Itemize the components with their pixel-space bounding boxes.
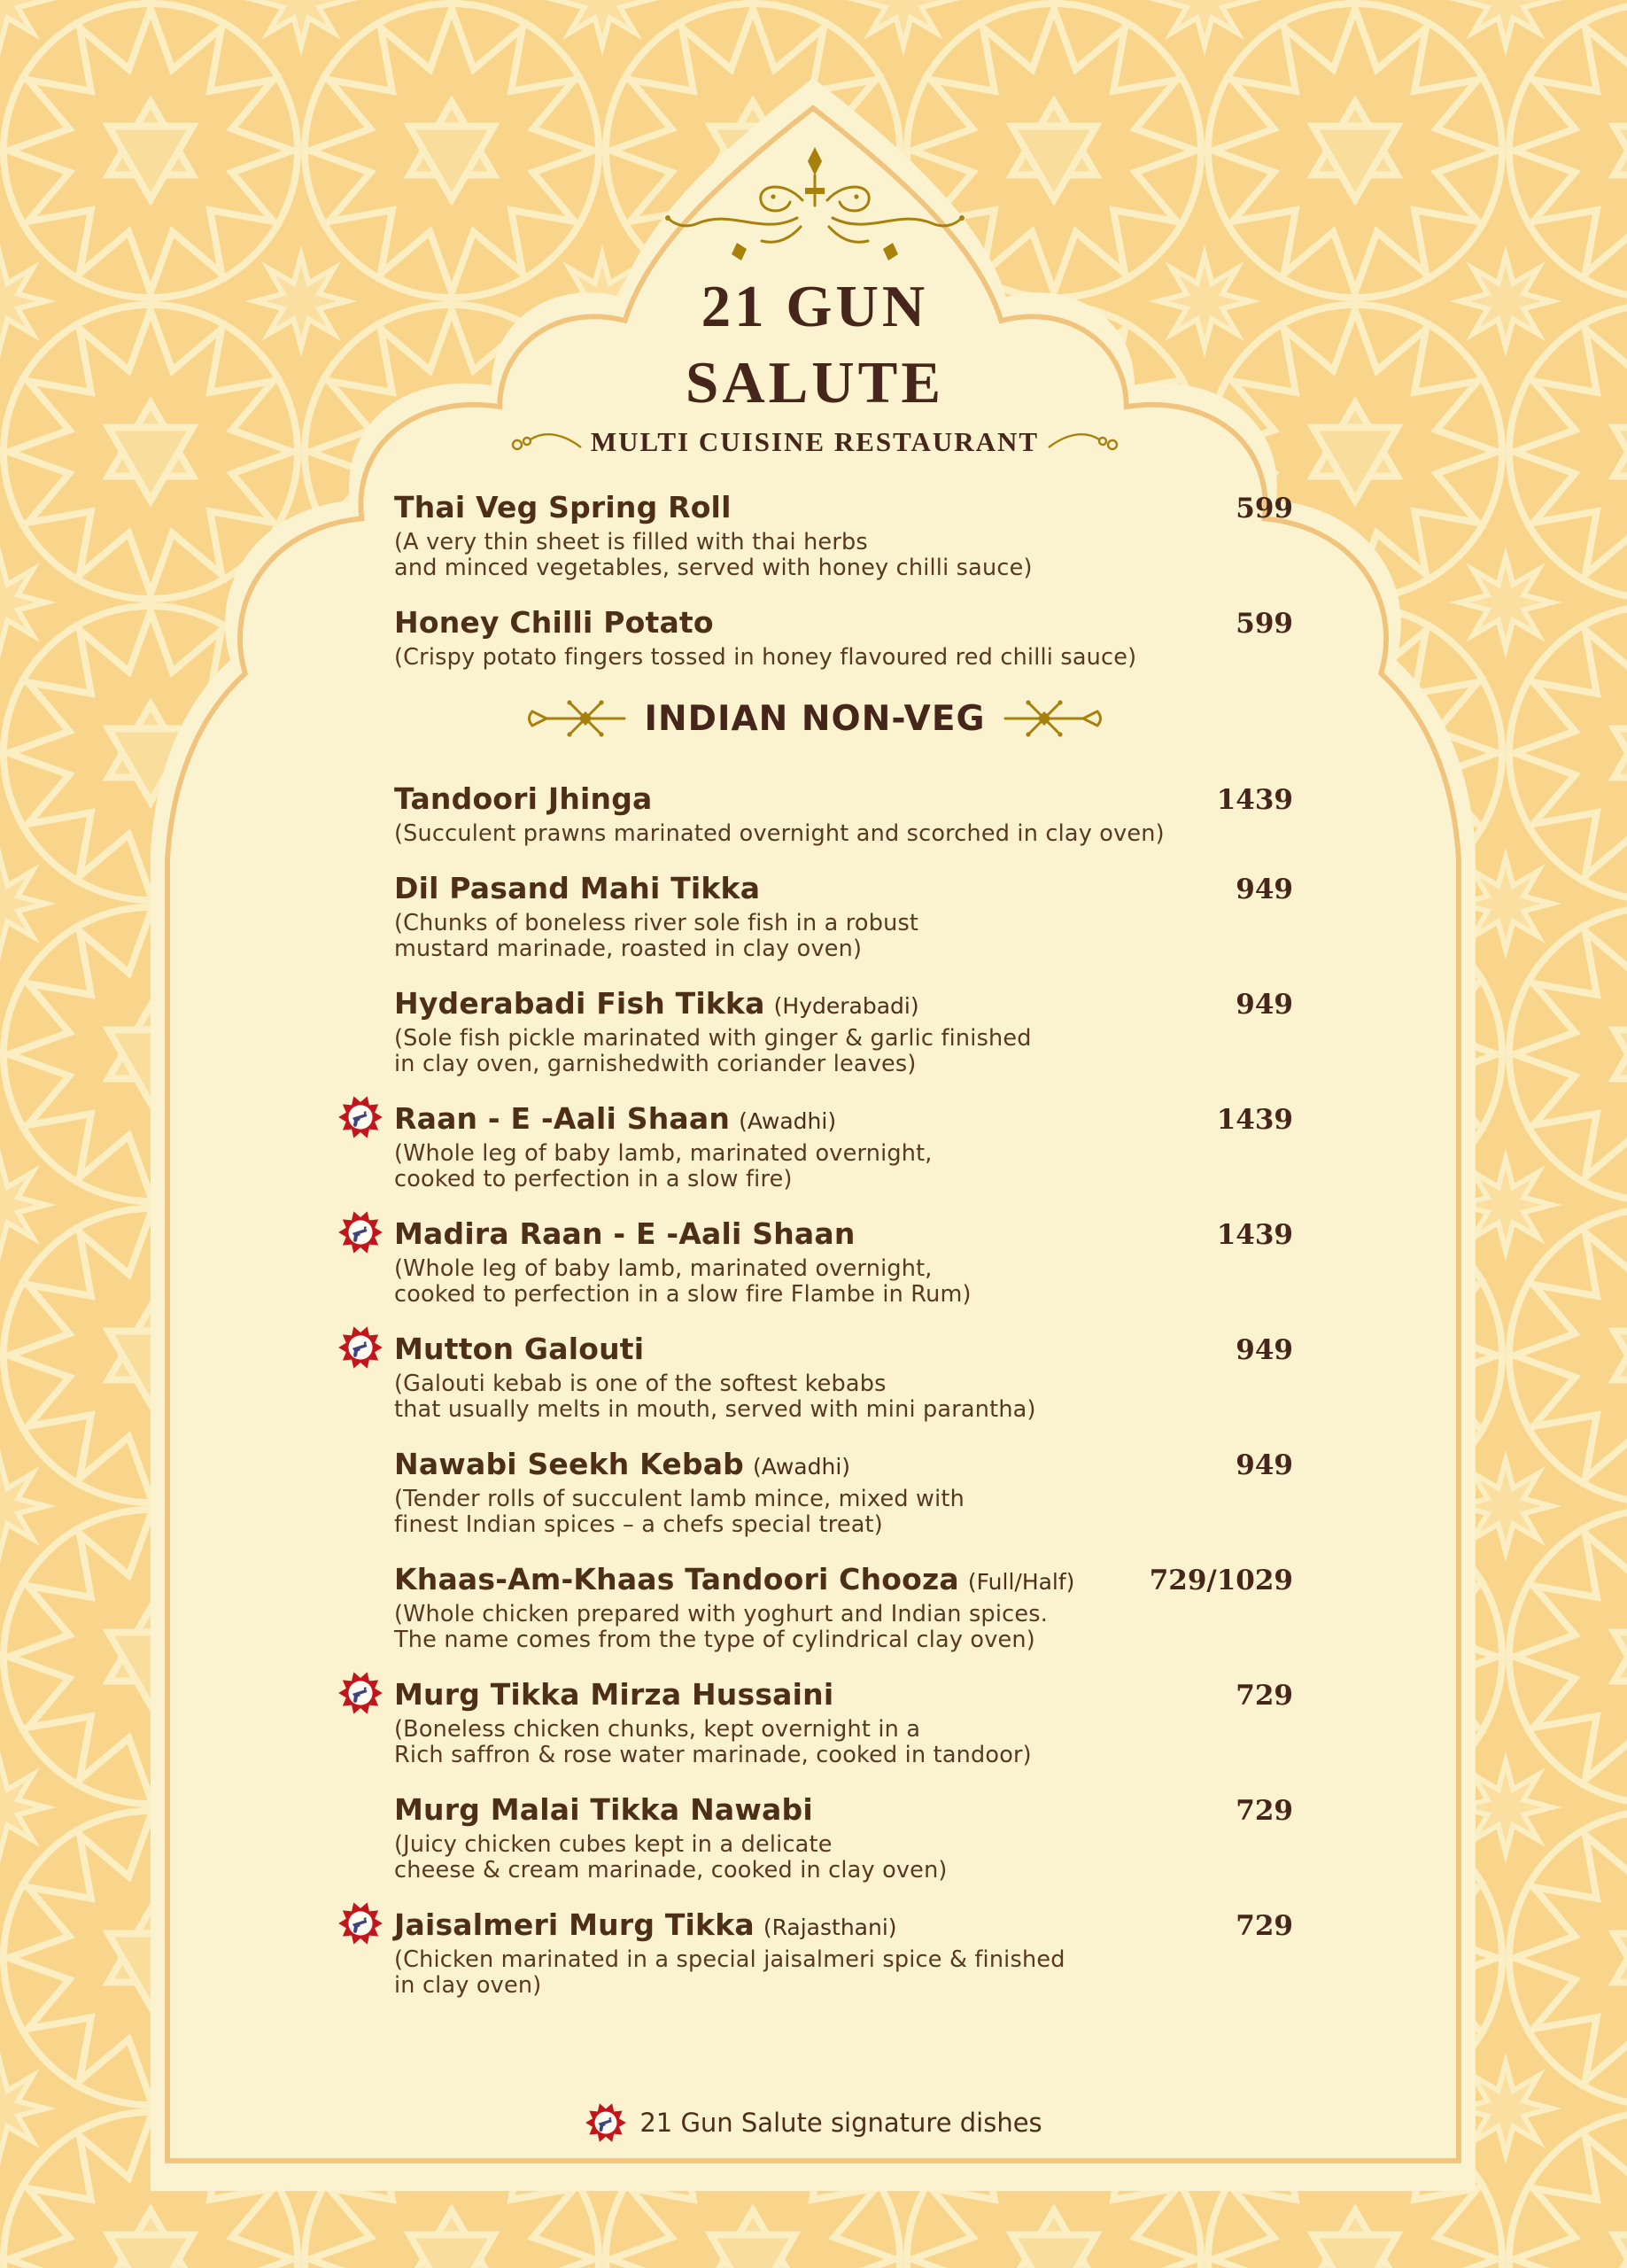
- dish-price: 1439: [1216, 1104, 1293, 1137]
- dish-description-line: and minced vegetables, served with honey chilli sauce): [394, 555, 1033, 582]
- dish-description-line: (Whole chicken prepared with yoghurt and Indian spices.: [394, 1601, 1048, 1628]
- dish-description: [394, 1256, 1293, 1308]
- dish-description: [394, 645, 1293, 671]
- dish-description-line: in clay oven, garnishedwith coriander leaves): [394, 1051, 917, 1078]
- restaurant-subtitle: MULTI CUISINE RESTAURANT: [590, 426, 1040, 458]
- section-ornament-left-icon: [520, 695, 626, 742]
- dish-description-line: (Chicken marinated in a special jaisalmeri spice & finished: [394, 1946, 1065, 1974]
- dish-description-line: mustard marinade, roasted in clay oven): [394, 936, 863, 963]
- dish-description-line: (A very thin sheet is filled with thai herbs: [394, 529, 868, 556]
- dish-description: [394, 821, 1293, 847]
- dish-price: 599: [1236, 493, 1293, 525]
- dish-description: [394, 530, 1293, 581]
- dish-description: [394, 1371, 1293, 1423]
- dish-price: 599: [1236, 608, 1293, 641]
- dish-name: Madira Raan - E -Aali Shaan: [394, 1216, 856, 1252]
- menu-item: [394, 781, 1293, 847]
- signature-legend-label: 21 Gun Salute signature dishes: [639, 2108, 1042, 2138]
- menu-column: [394, 781, 1293, 1999]
- dish-description-line: (Chunks of boneless river sole fish in a robust: [394, 910, 919, 937]
- dish-note: (Rajasthani): [763, 1915, 897, 1941]
- dish-description-line: The name comes from the type of cylindrical clay oven): [394, 1627, 1035, 1654]
- dish-name: Hyderabadi Fish Tikka: [394, 986, 765, 1021]
- dish-description-line: that usually melts in mouth, served with mini parantha): [394, 1396, 1036, 1424]
- dish-description: [394, 1026, 1293, 1077]
- menu-sections: [173, 490, 1457, 1999]
- menu-item: [394, 490, 1293, 581]
- subtitle-swash-right-icon: [1048, 428, 1122, 456]
- signature-dish-icon: [337, 1324, 384, 1371]
- dish-price: 949: [1236, 1449, 1293, 1482]
- menu-item: [394, 1677, 1293, 1768]
- dish-name: Murg Malai Tikka Nawabi: [394, 1792, 813, 1828]
- dish-description: [394, 1602, 1293, 1653]
- dish-description-line: Rich saffron & rose water marinade, cooked in tandoor): [394, 1742, 1032, 1769]
- menu-item: [394, 1101, 1293, 1192]
- dish-name: Murg Tikka Mirza Hussaini: [394, 1677, 834, 1713]
- dish-price: 949: [1236, 989, 1293, 1021]
- dish-price: 729: [1236, 1795, 1293, 1828]
- dish-price: 949: [1236, 874, 1293, 906]
- menu-item: [394, 1447, 1293, 1538]
- menu-item: [394, 605, 1293, 671]
- dish-note: (Full/Half): [967, 1569, 1075, 1596]
- dish-description-line: finest Indian spices – a chefs special treat): [394, 1511, 883, 1539]
- dish-note: (Awadhi): [739, 1108, 837, 1135]
- signature-dish-icon: [337, 1094, 384, 1140]
- header-flourish-icon: [655, 144, 974, 276]
- dish-description: [394, 1832, 1293, 1884]
- dish-description-line: (Succulent prawns marinated overnight and scorched in clay oven): [394, 820, 1165, 848]
- dish-name: Thai Veg Spring Roll: [394, 490, 732, 525]
- signature-dish-icon: [337, 1670, 384, 1716]
- dish-description: [394, 1487, 1293, 1538]
- dish-description-line: (Crispy potato fingers tossed in honey flavoured red chilli sauce): [394, 644, 1137, 672]
- dish-description-line: (Sole fish pickle marinated with ginger & garlic finished: [394, 1025, 1032, 1052]
- dish-description-line: (Whole leg of baby lamb, marinated overnight,: [394, 1140, 933, 1168]
- subtitle-swash-left-icon: [507, 428, 582, 456]
- dish-description: [394, 1947, 1293, 1999]
- dish-note: (Awadhi): [753, 1454, 851, 1480]
- dish-name: Khaas-Am-Khaas Tandoori Chooza: [394, 1562, 959, 1597]
- menu-item: [394, 1792, 1293, 1884]
- signature-legend: [0, 2101, 1627, 2144]
- dish-name: Raan - E -Aali Shaan: [394, 1101, 731, 1137]
- panel-content: [173, 131, 1457, 2023]
- dish-description-line: cooked to perfection in a slow fire Flambe in Rum): [394, 1281, 972, 1309]
- dish-description-line: (Tender rolls of succulent lamb mince, mixed with: [394, 1486, 965, 1513]
- dish-description: [394, 1717, 1293, 1768]
- section-header: [173, 695, 1457, 742]
- signature-dish-icon: [585, 2101, 627, 2144]
- dish-price: 1439: [1216, 1219, 1293, 1252]
- dish-description: [394, 1141, 1293, 1192]
- dish-name: Jaisalmeri Murg Tikka: [394, 1907, 755, 1943]
- dish-price: 729: [1236, 1680, 1293, 1713]
- dish-price: 729/1029: [1149, 1565, 1293, 1597]
- menu-item: [394, 1562, 1293, 1653]
- signature-dish-icon: [337, 1209, 384, 1255]
- dish-name: Honey Chilli Potato: [394, 605, 714, 641]
- dish-name: Tandoori Jhinga: [394, 781, 653, 817]
- menu-item: [394, 1216, 1293, 1308]
- menu-item: [394, 986, 1293, 1077]
- signature-dish-icon: [337, 1900, 384, 1946]
- dish-description-line: (Whole leg of baby lamb, marinated overnight,: [394, 1255, 933, 1283]
- dish-description-line: in clay oven): [394, 1972, 542, 2000]
- dish-name: Mutton Galouti: [394, 1332, 645, 1367]
- subtitle-row: [173, 426, 1457, 458]
- dish-description-line: cheese & cream marinade, cooked in clay oven): [394, 1857, 948, 1884]
- section-title: INDIAN NON-VEG: [644, 698, 986, 739]
- dish-price: 729: [1236, 1910, 1293, 1943]
- menu-column: [394, 490, 1293, 671]
- dish-description: [394, 911, 1293, 962]
- section-ornament-right-icon: [1003, 695, 1110, 742]
- dish-note: (Hyderabadi): [773, 993, 919, 1020]
- dish-price: 949: [1236, 1334, 1293, 1367]
- dish-description-line: cooked to perfection in a slow fire): [394, 1166, 793, 1193]
- dish-description-line: (Juicy chicken cubes kept in a delicate: [394, 1831, 833, 1859]
- dish-description-line: (Galouti kebab is one of the softest kebabs: [394, 1371, 887, 1398]
- menu-item: [394, 1332, 1293, 1423]
- restaurant-title-line2: SALUTE: [685, 349, 945, 416]
- menu-item: [394, 1907, 1293, 1999]
- dish-description-line: (Boneless chicken chunks, kept overnight in a: [394, 1716, 921, 1744]
- restaurant-title-line1: 21 GUN: [701, 274, 929, 339]
- dish-name: Dil Pasand Mahi Tikka: [394, 871, 761, 906]
- menu-item: [394, 871, 1293, 962]
- dish-name: Nawabi Seekh Kebab: [394, 1447, 745, 1482]
- dish-price: 1439: [1216, 784, 1293, 817]
